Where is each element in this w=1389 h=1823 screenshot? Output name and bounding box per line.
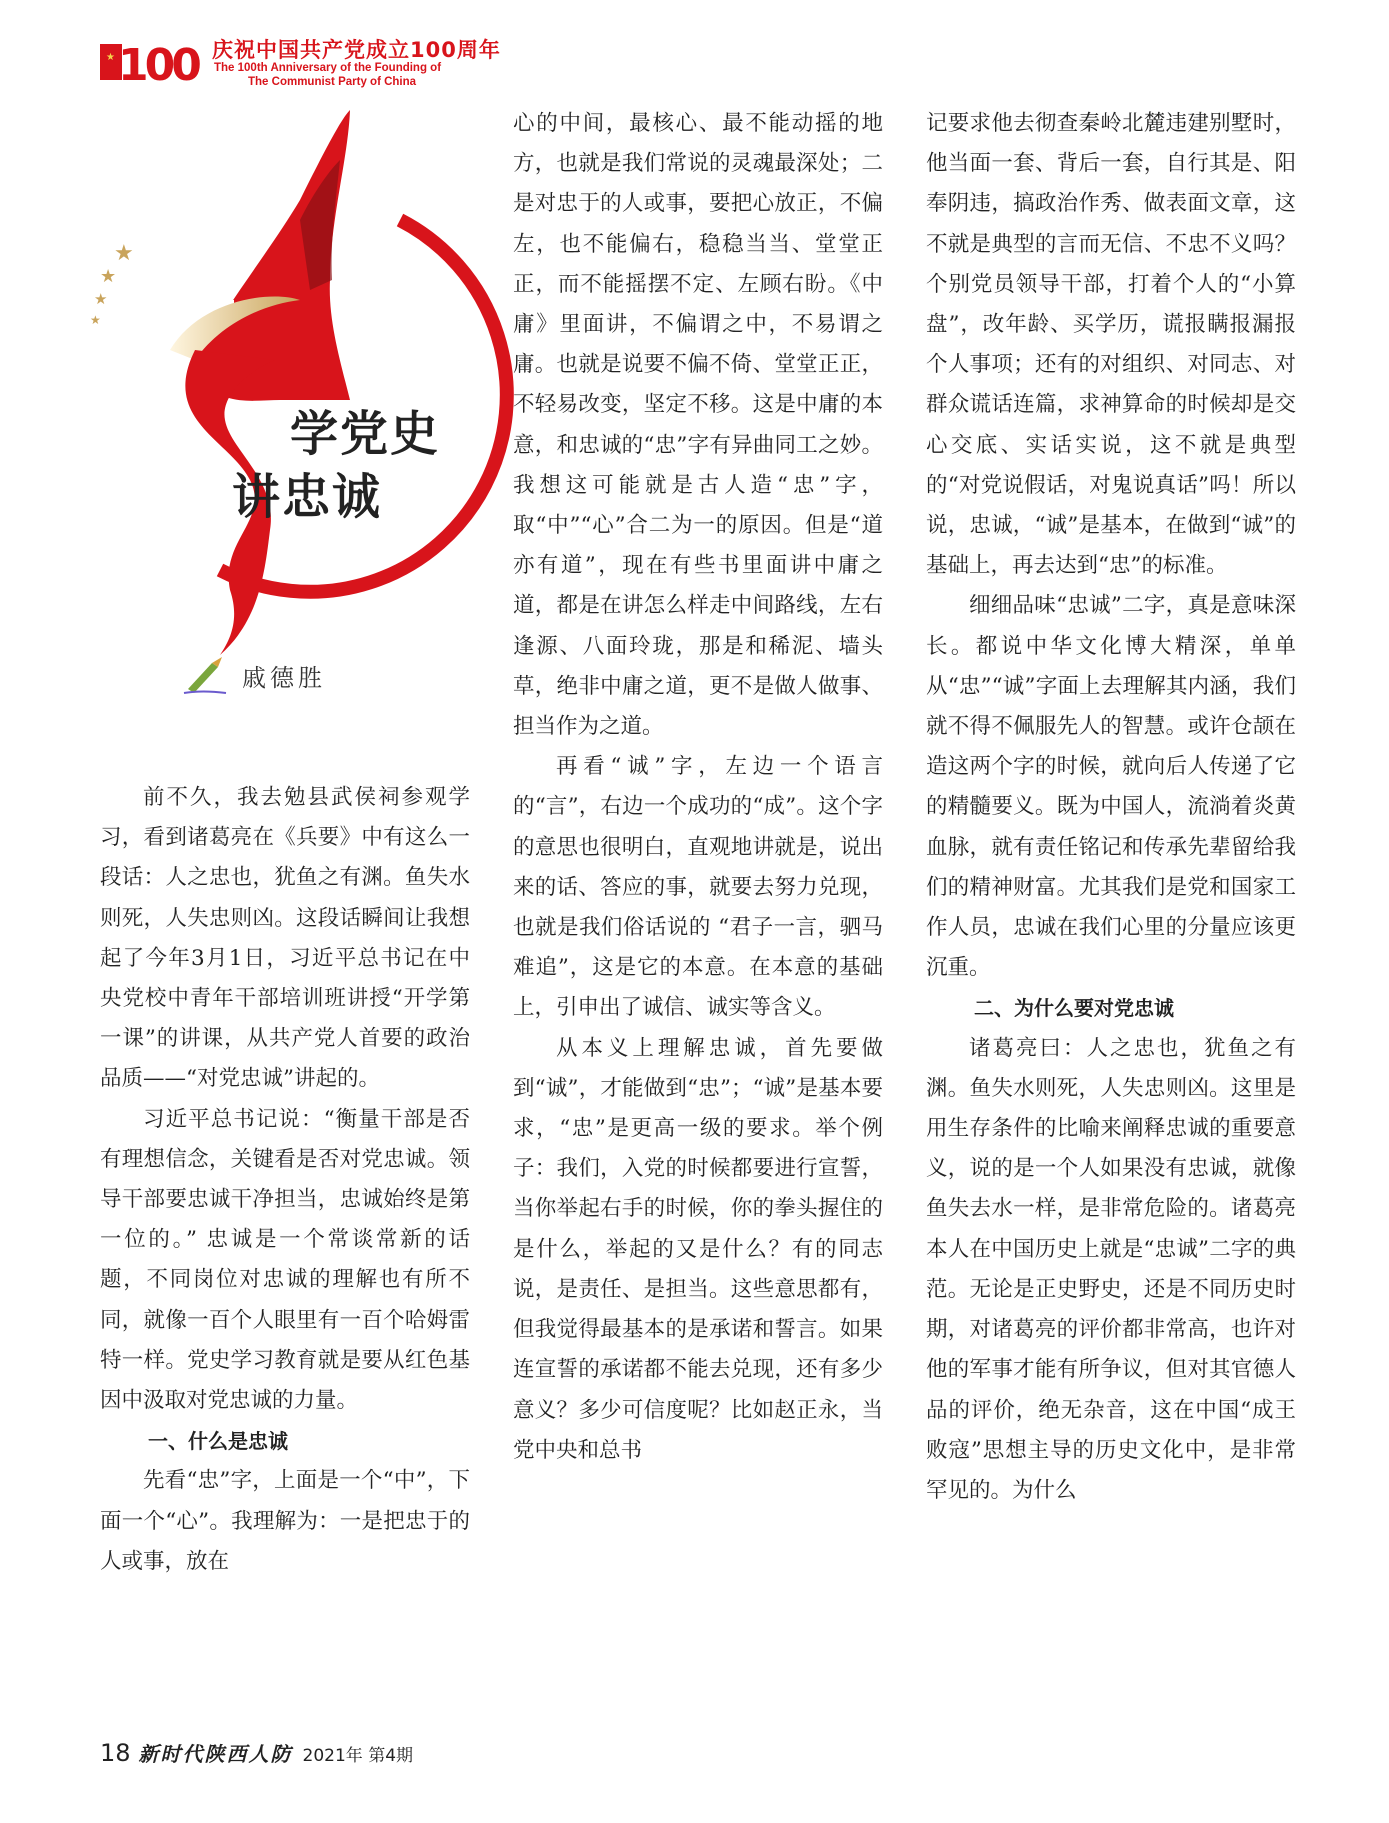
header-subtitle-line2: The Communist Party of China — [248, 76, 417, 88]
paragraph: 前不久，我去勉县武侯祠参观学习，看到诸葛亮在《兵要》中有这么一段话：人之忠也，犹鱼之有渊。鱼失水则死，人失忠则凶。这段话瞬间让我想起了今年3月1日，习近平总书记在中央党校中青年干部培训班讲授“开学第一课”的讲课，从共产党人首要的政治品质——“对党忠诚”讲起的。 — [100, 785, 470, 1092]
paragraph: 心的中间，最核心、最不能动摇的地方，也就是我们常说的灵魂最深处；二是对忠于的人或事，要把心放正，不偏左，也不能偏右，稳稳当当、堂堂正正，而不能摇摆不定、左顾右盼。《中庸》里面讲，不偏谓之中，不易谓之庸。也就是说要不偏不倚、堂堂正正，不轻易改变，坚定不移。这是中庸的本意，和忠诚的“忠”字有异曲同工之妙。我想这可能就是古人造“忠”字，取“中”“心”合二为一的原因。但是“道亦有道”，现在有些书里面讲中庸之道，都是在讲怎么样走中间路线，左右逢源、八面玲珑，那是和稀泥、墙头草，绝非中庸之道，更不是做人做事、担当作为之道。 — [513, 111, 883, 740]
paragraph: 诸葛亮曰：人之忠也，犹鱼之有渊。鱼失水则死，人失忠则凶。这里是用生存条件的比喻来阐释忠诚的重要意义，说的是一个人如果没有忠诚，就像鱼失去水一样，是非常危险的。诸葛亮本人在中国历史上就是“忠诚”二字的典范。无论是正史野史，还是不同历史时期，对诸葛亮的评价都非常高，也许对他的军事才能有所争议，但对其官德人品的评价，绝无杂音，这在中国“成王败寇”思想主导的历史文化中，是非常罕见的。为什么 — [926, 1035, 1296, 1503]
paragraph: 记要求他去彻查秦岭北麓违建别墅时，他当面一套、背后一套，自行其是、阳奉阴违，搞政治作秀、做表面文章，这不就是典型的言而无信、不忠不义吗？个别党员领导干部，打着个人的“小算盘”，改年龄、买学历，谎报瞒报漏报个人事项；还有的对组织、对同志、对群众谎话连篇，求神算命的时候却是交心交底、实话实说，这不就是典型的“对党说假话，对鬼说真话”吗！所以说，忠诚，“诚”是基本，在做到“诚”的基础上，再去达到“忠”的标准。 — [926, 111, 1296, 579]
footer — [100, 1738, 413, 1767]
stars-icon — [90, 241, 134, 327]
emblem-title-line1: 学党史 — [290, 406, 441, 462]
issue-label: 2021年 第4期 — [302, 1746, 414, 1766]
header-subtitle-line1: The 100th Anniversary of the Founding of — [214, 62, 442, 74]
svg-text:★: ★ — [106, 52, 115, 63]
paragraph: 先看“忠”字，上面是一个“中”，下面一个“心”。我理解为：一是把忠于的人或事，放在 — [100, 1468, 470, 1574]
paragraph: 从本义上理解忠诚，首先要做到“诚”，才能做到“忠”；“诚”是基本要求，“忠”是更高一级的要求。举个例子：我们，入党的时候都要进行宣誓，当你举起右手的时候，你的拳头握住的是什么，举起的又是什么？有的同志说，是责任、是担当。这些意思都有，但我觉得最基本的是承诺和誓言。如果连宣誓的承诺都不能去兑现，还有多少意义？多少可信度呢？比如赵正永，当党中央和总书 — [513, 1035, 883, 1463]
centenary-logo — [100, 30, 212, 92]
column-emblem — [90, 100, 480, 660]
paragraph: 细细品味“忠诚”二字，真是意味深长。都说中华文化博大精深，单单从“忠”“诚”字面上去理解其内涵，我们就不得不佩服先人的智慧。或许仓颉在造这两个字的时候，就向后人传递了它的精髓要义。既为中国人，流淌着炎黄血脉，就有责任铭记和传承先辈留给我们的精神财富。尤其我们是党和国家工作人员，忠诚在我们心里的分量应该更沉重。 — [926, 593, 1296, 981]
section-heading: 一、什么是忠诚 — [148, 1429, 288, 1454]
pen-icon — [182, 655, 228, 695]
column-1 — [100, 778, 470, 1582]
magazine-name: 新时代陕西人防 — [138, 1742, 293, 1766]
header-title: 庆祝中国共产党成立100周年 — [212, 38, 501, 62]
column-3 — [926, 104, 1296, 1511]
header-subtitle — [214, 61, 441, 89]
svg-text:★: ★ — [94, 290, 108, 308]
page-number: 18 — [100, 1739, 131, 1767]
paragraph: 再看“诚”字，左边一个语言的“言”，右边一个成功的“成”。这个字的意思也很明白，直观地讲就是，说出来的话、答应的事，就要去努力兑现，也就是我们俗话说的 “君子一言，驷马难追”，这是它的本意。在本意的基础上，引申出了诚信、诚实等含义。 — [513, 754, 883, 1021]
author-byline — [182, 655, 326, 695]
column-2 — [513, 104, 883, 1471]
svg-text:★: ★ — [90, 313, 101, 327]
logo-number: 100 — [118, 40, 198, 91]
author-name: 戚德胜 — [242, 663, 326, 692]
section-heading: 二、为什么要对党忠诚 — [974, 996, 1174, 1021]
svg-text:★: ★ — [100, 266, 117, 287]
emblem-title-line2: 讲忠诚 — [232, 469, 383, 525]
svg-text:★: ★ — [114, 241, 134, 266]
paragraph: 习近平总书记说：“衡量干部是否有理想信念，关键看是否对党忠诚。领导干部要忠诚干净担当，忠诚始终是第一位的。” 忠诚是一个常谈常新的话题，不同岗位对忠诚的理解也有所不同，就像一百个人眼里有一百个哈姆雷特一样。党史学习教育就是要从红色基因中汲取对党忠诚的力量。 — [100, 1106, 470, 1414]
